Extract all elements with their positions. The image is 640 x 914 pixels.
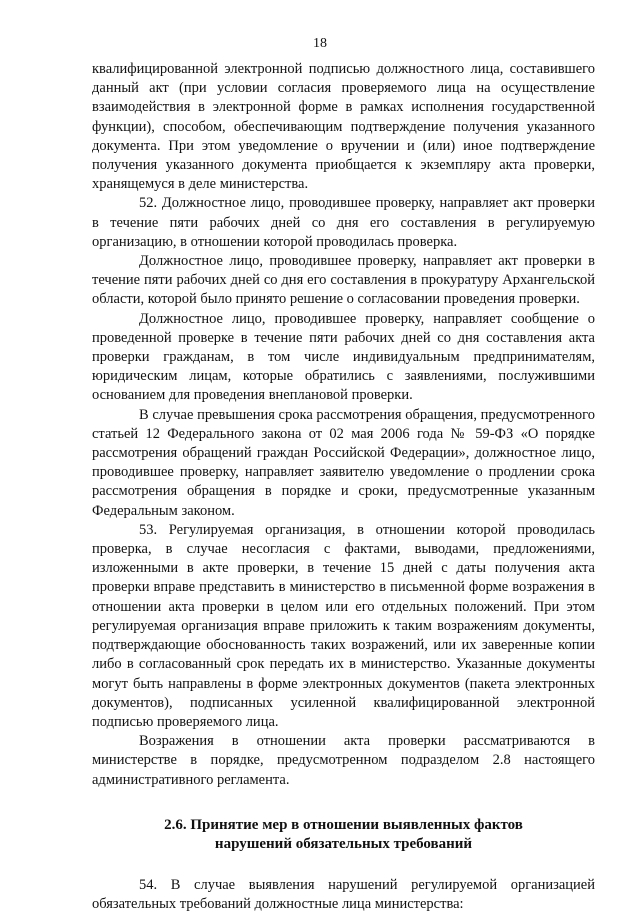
paragraph-prosecutor: Должностное лицо, проводившее проверку, направляет акт проверки в течение пяти рабочих дней со дня его составления в прокуратуру Архангельской области, которой было принято решение о согласовании проведения проверки. (92, 253, 595, 308)
paragraph-53: 53. Регулируемая организация, в отношении которой проводилась проверка, в случае несогласия с фактами, выводами, предложениями, изложенными в акте проверки, в течение 15 дней с даты получения акта проверки вправе представить в министерство в письменной форме возражения в отношении акта проверки в целом или его отдельных положений. При этом регулируемая организация вправе приложить к таким возражениям документы, подтверждающие обоснованность таких возражений, или их заверенные копии либо в согласованный срок передать их в министерство. Указанные документы могут быть направлены в форме электронных документов (пакета электронных документов), подписанных усиленной квалифицированной электронной подписью проверяемого лица. (92, 521, 595, 730)
paragraph-objections: Возражения в отношении акта проверки рассматриваются в министерстве в порядке, предусмотренном подразделом 2.8 настоящего административного регламента. (92, 733, 595, 788)
section-heading-line-2: нарушений обязательных требований (214, 836, 473, 853)
page-number: 18 (313, 36, 327, 51)
paragraph-continuation: квалифицированной электронной подписью должностного лица, составившего данный акт (при условии согласия проверяемого лица на осуществление взаимодействия в электронной форме в рамках исполнения государственной функции), способом, обеспечивающим подтверждение получения указанного документа. При этом уведомление о вручении и (или) иное подтверждение получения указанного документа приобщается к экземпляру акта проверки, хранящемуся в деле министерства. (92, 61, 595, 193)
paragraph-notification: Должностное лицо, проводившее проверку, направляет сообщение о проведенной проверке в течение пяти рабочих дней со дня составления акта проверки гражданам, в том числе индивидуальным предпринимателям, юридическим лицам, которые обратились с заявлениями, послужившими основанием для проведения внеплановой проверки. (92, 310, 595, 404)
paragraph-54: 54. В случае выявления нарушений регулируемой организацией обязательных требований должностные лица министерства: (92, 876, 595, 912)
section-heading (92, 816, 595, 855)
section-heading-line-1: 2.6. Принятие мер в отношении выявленных фактов (164, 816, 523, 833)
paragraph-deadline-extension: В случае превышения срока рассмотрения обращения, предусмотренного статьей 12 Федерального закона от 02 мая 2006 года № 59-ФЗ «О порядке рассмотрения обращений граждан Российской Федерации», должностное лицо, проводившее проверку, направляет заявителю уведомление о продлении срока рассмотрения обращения в порядке и сроки, предусмотренные указанным Федеральным законом. (92, 406, 595, 519)
paragraph-52: 52. Должностное лицо, проводившее проверку, направляет акт проверки в течение пяти рабочих дней со дня его составления в регулируемую организацию, в отношении которой проводилась проверка. (92, 195, 595, 250)
document-body (92, 60, 595, 914)
